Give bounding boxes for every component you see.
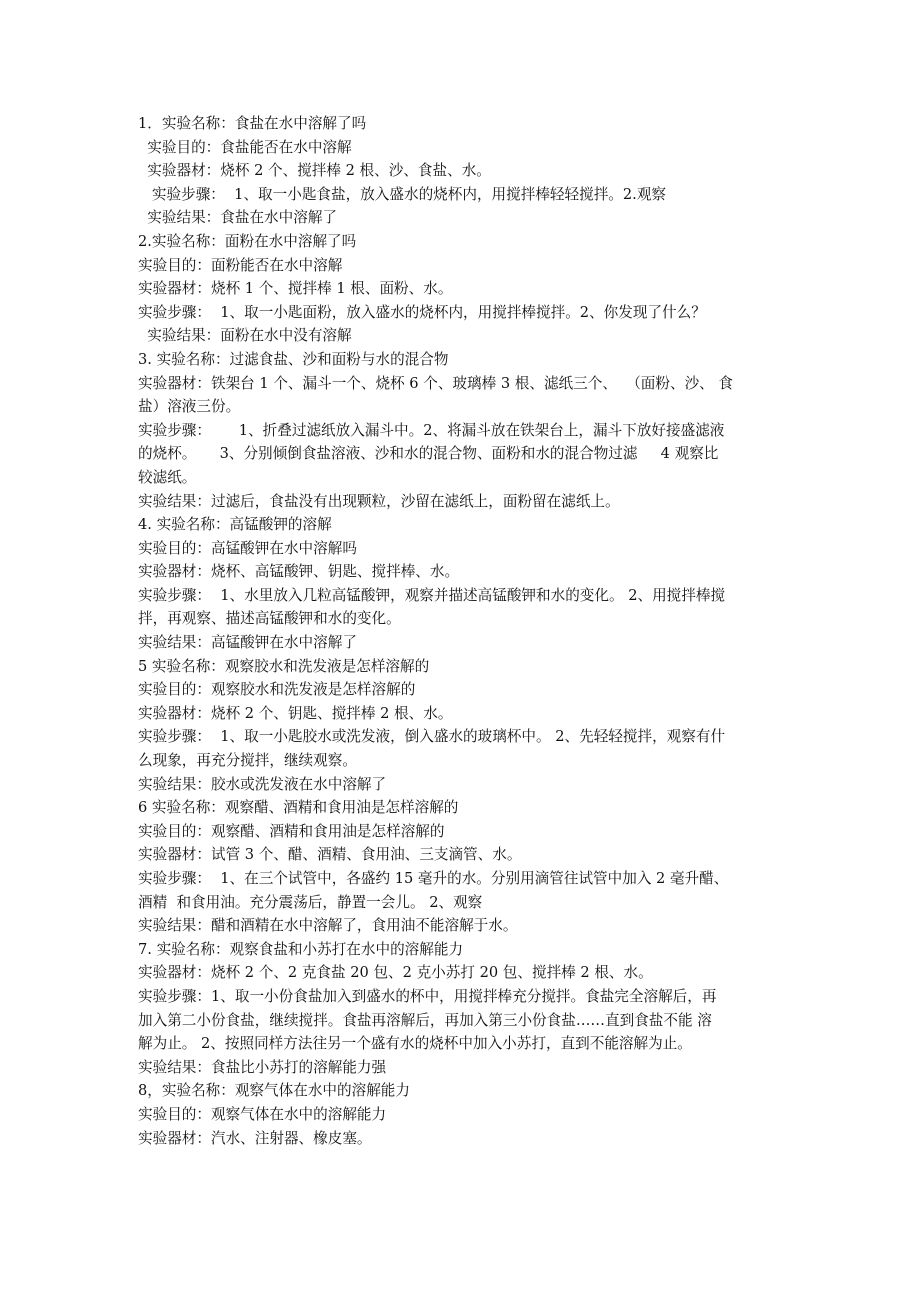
text-line: 实验结果：醋和酒精在水中溶解了，食用油不能溶解于水。 [138, 917, 518, 935]
text-line: 7. 实验名称：观察食盐和小苏打在水中的溶解能力 [138, 940, 464, 958]
text-line: 实验步骤： 1、折叠过滤纸放入漏斗中。2、将漏斗放在铁架台上，漏斗下放好接盛滤液 [138, 421, 725, 439]
text-line: 么现象，再充分搅拌，继续观察。 [138, 752, 357, 770]
text-line: 解为止。 2、按照同样方法往另一个盛有水的烧杯中加入小苏打，直到不能溶解为止。 [138, 1035, 692, 1053]
text-line: 实验结果：食盐在水中溶解了 [138, 209, 338, 227]
text-line: 实验步骤： 1、水里放入几粒高锰酸钾，观察并描述高锰酸钾和水的变化。 2、用搅拌棒搅 [138, 586, 726, 604]
text-line: 实验结果：高锰酸钾在水中溶解了 [138, 634, 357, 652]
text-line: 2.实验名称：面粉在水中溶解了吗 [138, 232, 357, 250]
document-body [138, 112, 794, 1150]
text-line: 实验器材：汽水、注射器、橡皮塞。 [138, 1129, 372, 1147]
text-line: 实验结果：胶水或洗发液在水中溶解了 [138, 775, 387, 793]
text-line: 的烧杯。 3、分别倾倒食盐溶液、沙和水的混合物、面粉和水的混合物过滤 4 观察比 [138, 445, 719, 463]
text-line: 实验结果：面粉在水中没有溶解 [138, 327, 352, 345]
text-line: 实验目的：观察胶水和洗发液是怎样溶解的 [138, 681, 416, 699]
text-line: 实验步骤： 1、在三个试管中，各盛约 15 毫升的水。分别用滴管往试管中加入 2 毫升醋、 [138, 870, 729, 887]
text-line: 实验目的：高锰酸钾在水中溶解吗 [138, 539, 357, 557]
text-line: 实验结果：过滤后，食盐没有出现颗粒，沙留在滤纸上，面粉留在滤纸上。 [138, 492, 620, 510]
text-line: 实验目的：观察醋、酒精和食用油是怎样溶解的 [138, 822, 445, 840]
text-line: 拌，再观察、描述高锰酸钾和水的变化。 [138, 610, 401, 628]
text-line: 实验步骤： 1、取一小匙食盐，放入盛水的烧杯内，用搅拌棒轻轻搅拌。2.观察 [138, 185, 667, 203]
text-line: 实验目的：观察气体在水中的溶解能力 [138, 1105, 387, 1123]
text-line: 8，实验名称：观察气体在水中的溶解能力 [138, 1082, 410, 1100]
text-line: 6 实验名称：观察醋、酒精和食用油是怎样溶解的 [138, 799, 459, 817]
text-line: 3. 实验名称：过滤食盐、沙和面粉与水的混合物 [138, 350, 449, 368]
text-line: 实验器材：试管 3 个、醋、酒精、食用油、三支滴管、水。 [138, 846, 522, 864]
text-line: 加入第二小份食盐，继续搅拌。食盐再溶解后，再加入第三小份食盐……直到食盐不能 溶 [138, 1011, 712, 1029]
text-line: 实验器材：烧杯 2 个、搅拌棒 2 根、沙、食盐、水。 [138, 162, 491, 180]
text-line: 酒精 和食用油。充分震荡后，静置一会儿。 2、观察 [138, 893, 483, 911]
text-line: 实验步骤： 1、取一小匙胶水或洗发液，倒入盛水的玻璃杯中。 2、先轻轻搅拌，观察有什 [138, 728, 726, 746]
text-line: 1．实验名称：食盐在水中溶解了吗 [138, 115, 367, 132]
text-line: 盐）溶液三份。 [138, 398, 241, 416]
text-line: 5 实验名称：观察胶水和洗发液是怎样溶解的 [138, 657, 430, 675]
text-line: 实验器材：烧杯 2 个、2 克食盐 20 包、2 克小苏打 20 包、搅拌棒 2 根、水。 [138, 964, 653, 982]
text-line: 实验器材：烧杯 2 个、钥匙、搅拌棒 2 根、水。 [138, 704, 453, 722]
text-line: 实验目的：食盐能否在水中溶解 [138, 138, 352, 156]
text-line: 实验步骤：1、取一小份食盐加入到盛水的杯中，用搅拌棒充分搅拌。食盐完全溶解后，再 [138, 987, 717, 1005]
text-line: 实验步骤： 1、取一小匙面粉，放入盛水的烧杯内，用搅拌棒搅拌。2、你发现了什么？ [138, 303, 706, 321]
text-line: 实验目的：面粉能否在水中溶解 [138, 256, 343, 274]
text-line: 实验器材：铁架台 1 个、漏斗一个、烧杯 6 个、玻璃棒 3 根、滤纸三个、 （面粉、沙、 食 [138, 374, 733, 392]
text-line: 实验结果：食盐比小苏打的溶解能力强 [138, 1058, 387, 1076]
text-line: 实验器材：烧杯、高锰酸钾、钥匙、搅拌棒、水。 [138, 563, 460, 581]
text-line: 实验器材：烧杯 1 个、搅拌棒 1 根、面粉、水。 [138, 280, 453, 298]
text-line: 4. 实验名称：高锰酸钾的溶解 [138, 516, 332, 534]
text-line: 较滤纸。 [138, 468, 197, 486]
